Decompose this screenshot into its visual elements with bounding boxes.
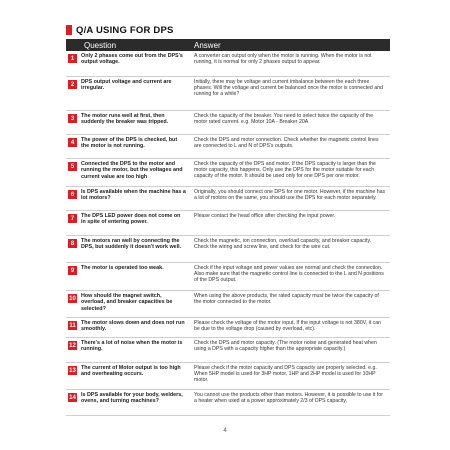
table-row <box>66 236 390 263</box>
table-header <box>66 39 390 51</box>
table-row <box>66 318 390 338</box>
table-row <box>66 338 390 363</box>
row-number-badge: 1 <box>68 54 77 63</box>
title-marker <box>66 25 72 35</box>
answer-text: Please check if the motor capacity and DPS capacity are properly selected. e.g. When 5HP model is used for 3HP motor, 1HP and 2HP model is used for 10HP motor. <box>194 365 377 384</box>
question-text: The DPS LED power does not come on in spite of entering power. <box>81 213 181 226</box>
header-answer: Answer <box>194 40 221 50</box>
row-number-badge: 13 <box>69 367 76 374</box>
answer-text: Check the magnetic, ion connection, overload capacity, and breaker capacity. Check the wiring and screw line, and check for the wire cut. <box>194 238 372 251</box>
section-title <box>66 24 174 36</box>
table-row <box>66 111 390 135</box>
answer-text: When using the above products, the rated capacity must be twice the capacity of the motor connected to the motor. <box>194 293 379 306</box>
answer-text: A converter can output only when the motor is running. When the motor is not running, it is normal for only 2 phases output to appear. <box>194 53 372 66</box>
row-number-badge: 14 <box>69 394 76 401</box>
question-text: The motor runs well at first, then suddenly the breaker was tripped. <box>81 113 169 126</box>
question-text: There's a lot of noise when the motor is running. <box>81 340 183 353</box>
question-text: DPS output voltage and current are irregular. <box>81 79 172 92</box>
row-number-badge: 7 <box>68 214 77 223</box>
table-row <box>66 77 390 111</box>
row-number-badge: 2 <box>68 80 77 89</box>
question-text: The power of the DPS is checked, but the motor is not running. <box>81 137 178 150</box>
question-text: Is DPS available when the machine has a lot motors? <box>81 189 186 202</box>
table-row <box>66 390 390 416</box>
table-row <box>66 159 390 187</box>
row-number-badge: 5 <box>68 162 77 171</box>
question-text: The motor slows down and does not run smoothly. <box>81 320 185 333</box>
question-text: Is DPS available for your body, welders, ovens, and turning machines? <box>81 392 183 405</box>
qa-table <box>66 39 390 416</box>
row-number-badge: 4 <box>68 138 77 147</box>
table-row <box>66 291 390 318</box>
question-text: The motors ran well by connecting the DPS, but suddenly it doesn't work well. <box>81 238 182 251</box>
table-row <box>66 187 390 211</box>
answer-text: Check the capacity of the breaker. You need to select twice the capacity of the motor rated current. e.g. Motor 10A - Breaker 20A <box>194 113 374 126</box>
section-title-text: Q/A USING FOR DPS <box>76 24 174 36</box>
header-question: Question <box>84 40 117 50</box>
row-number-badge: 11 <box>69 322 76 329</box>
answer-text: Originally, you should connect one DPS for one motor. However, if the machine has a lot of motors on the same, you should use the DPS for each motor separately. <box>194 189 386 202</box>
row-number-badge: 3 <box>68 114 77 123</box>
answer-text: Please contact the head office after checking the input power. <box>194 213 336 219</box>
row-number-badge: 9 <box>68 266 77 275</box>
row-number-badge: 10 <box>69 295 76 302</box>
answer-text: Please check the voltage of the motor input. If the input voltage is not 380V, it can be due to the voltage drop (caused by overload, etc). <box>194 320 381 333</box>
answer-text: Check the capacity of the DPS and motor. If the DPS capacity is larger than the motor capacity, this happens. Only use the DPS for the motor suitable for each capacity of the motor. It should be used only for one DPS per one motor. <box>194 161 376 180</box>
row-number-badge: 12 <box>69 342 76 349</box>
answer-text: You cannot use the products other than motors. However, it is possible to use it for a heater when used at a power approximately 2/3 of DPS capacity. <box>194 392 383 405</box>
answer-text: Check the DPS and motor connection. Check whether the magnetic control lines are connected to L and N of DPS's outputs. <box>194 137 379 150</box>
question-text: How should the magnet switch, overload, and breaker capacities be selected? <box>81 293 173 312</box>
table-row <box>66 211 390 236</box>
question-text: Connected the DPS to the motor and running the motor, but the voltages and current value are too high <box>81 161 183 180</box>
table-row <box>66 51 390 77</box>
row-number-badge: 6 <box>68 190 77 199</box>
answer-text: Check if the input voltage and power values are normal and check the connection. Also make sure that the magnetic control line is connected to the L and N positions of the DPS output. <box>194 265 384 284</box>
question-text: The motor is operated too weak. <box>81 265 164 271</box>
table-row <box>66 135 390 159</box>
table-row <box>66 363 390 390</box>
page-number: 4 <box>223 428 227 434</box>
answer-text: Check the DPS and motor capacity. (The motor noise and generated heat when using a DPS with a capacity higher than the appropriate capacity.) <box>194 340 377 353</box>
answer-text: Initially, there may be voltage and current imbalance between the each three phases. Will the voltage and current be balanced once the motor is connected and running for a while? <box>194 79 383 98</box>
row-number-badge: 8 <box>68 239 77 248</box>
table-row <box>66 263 390 291</box>
question-text: Only 2 phases come out from the DPS's output voltage. <box>81 53 183 66</box>
question-text: The current of Motor output is too high and overheating occurs. <box>81 365 181 378</box>
